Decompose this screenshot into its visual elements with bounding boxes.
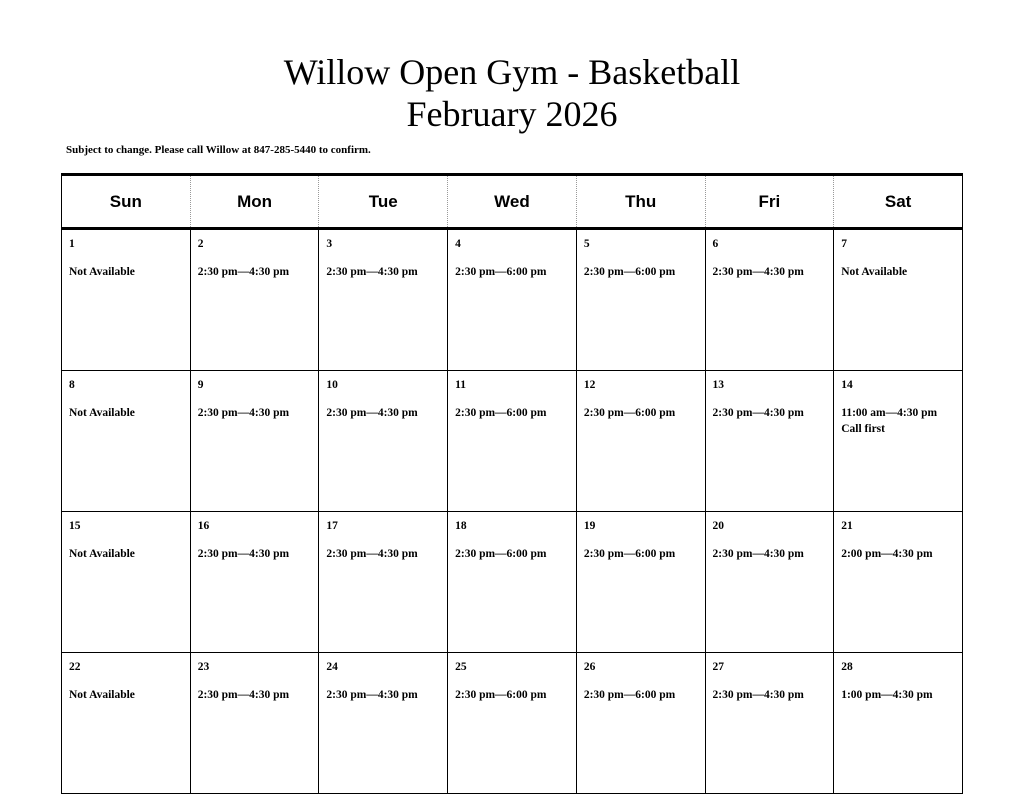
- calendar-day-cell: [190, 653, 319, 794]
- day-number: 7: [841, 238, 847, 250]
- day-number: 12: [583, 379, 596, 391]
- calendar-day-cell: [834, 229, 963, 371]
- day-hours: 2:30 pm—4:30 pm: [712, 407, 804, 419]
- day-hours: Not Available: [69, 266, 135, 278]
- day-hours: 2:30 pm—4:30 pm: [712, 548, 804, 560]
- calendar-day-cell: [576, 512, 705, 653]
- calendar-day-cell: [705, 512, 834, 653]
- day-number: 11: [455, 379, 466, 391]
- calendar-day-cell: [62, 512, 191, 653]
- weekday-header: Sat: [834, 175, 963, 229]
- day-number: 3: [326, 238, 333, 250]
- day-hours: 2:30 pm—4:30 pm: [197, 407, 290, 419]
- day-hours: 2:30 pm—6:00 pm: [583, 407, 676, 419]
- calendar-day-cell: [448, 229, 577, 371]
- day-hours: 2:30 pm—4:30 pm: [197, 689, 290, 701]
- notice-text: Subject to change. Please call Willow at 847-285-5440 to confirm.: [66, 144, 371, 156]
- day-number: 6: [712, 238, 719, 250]
- day-number: 13: [712, 379, 725, 391]
- day-number: 14: [841, 379, 853, 391]
- calendar-day-cell: [705, 229, 834, 371]
- day-hours: 1:00 pm—4:30 pm: [841, 689, 933, 701]
- day-number: 20: [712, 520, 725, 532]
- page-title: Willow Open Gym - Basketball: [283, 52, 741, 92]
- weekday-header: Mon: [190, 175, 319, 229]
- calendar-day-cell: [576, 371, 705, 512]
- calendar-day-cell: [705, 653, 834, 794]
- calendar-day-cell: [834, 512, 963, 653]
- day-hours: 2:30 pm—6:00 pm: [583, 266, 676, 278]
- calendar-day-cell: [448, 512, 577, 653]
- calendar-day-cell: [834, 653, 963, 794]
- day-number: 1: [69, 238, 75, 250]
- day-hours: 2:30 pm—4:30 pm: [197, 548, 290, 560]
- weekday-header: Tue: [319, 175, 448, 229]
- day-number: 18: [455, 520, 467, 532]
- day-hours: 2:30 pm—4:30 pm: [712, 266, 804, 278]
- calendar-week-row: [62, 371, 963, 512]
- day-hours: 11:00 am—4:30 pm: [841, 407, 938, 419]
- day-hours: 2:30 pm—6:00 pm: [455, 689, 547, 701]
- calendar-day-cell: [319, 371, 448, 512]
- calendar-day-cell: [319, 512, 448, 653]
- day-number: 27: [712, 661, 725, 673]
- day-hours: 2:30 pm—4:30 pm: [326, 689, 418, 701]
- calendar-day-cell: [448, 653, 577, 794]
- calendar-day-cell: [190, 229, 319, 371]
- day-hours: Not Available: [69, 407, 135, 419]
- day-hours: 2:30 pm—4:30 pm: [326, 548, 418, 560]
- day-number: 17: [326, 520, 338, 532]
- day-number: 21: [841, 520, 853, 532]
- day-hours: 2:30 pm—6:00 pm: [455, 266, 547, 278]
- calendar-day-cell: [448, 371, 577, 512]
- calendar-day-cell: [576, 229, 705, 371]
- day-number: 5: [583, 238, 590, 250]
- calendar-day-cell: [319, 229, 448, 371]
- calendar-week-row: [62, 512, 963, 653]
- day-number: 8: [69, 379, 75, 391]
- calendar-day-cell: [62, 371, 191, 512]
- calendar-day-cell: [576, 653, 705, 794]
- day-hours: 2:00 pm—4:30 pm: [841, 548, 933, 560]
- weekday-header-row: [62, 175, 963, 229]
- day-number: 15: [69, 520, 81, 532]
- day-hours: 2:30 pm—4:30 pm: [197, 266, 290, 278]
- day-hours: 2:30 pm—4:30 pm: [326, 407, 418, 419]
- calendar-day-cell: [834, 371, 963, 512]
- day-number: 25: [455, 661, 467, 673]
- day-hours: Not Available: [69, 548, 135, 560]
- day-number: 2: [197, 238, 204, 250]
- day-number: 16: [197, 520, 210, 532]
- day-hours: 2:30 pm—4:30 pm: [712, 689, 804, 701]
- day-hours: Not Available: [69, 689, 135, 701]
- day-note: Call first: [841, 423, 885, 436]
- day-number: 23: [197, 661, 210, 673]
- day-number: 28: [841, 661, 853, 673]
- day-hours: 2:30 pm—6:00 pm: [455, 407, 547, 419]
- weekday-header: Wed: [448, 175, 577, 229]
- calendar-grid: [61, 173, 963, 794]
- calendar-week-row: [62, 229, 963, 371]
- day-hours: 2:30 pm—6:00 pm: [583, 689, 676, 701]
- day-hours: 2:30 pm—4:30 pm: [326, 266, 418, 278]
- weekday-header: Thu: [576, 175, 705, 229]
- calendar-day-cell: [62, 229, 191, 371]
- calendar-day-cell: [705, 371, 834, 512]
- day-number: 22: [69, 661, 81, 673]
- calendar-body: [62, 229, 963, 794]
- day-hours: 2:30 pm—6:00 pm: [455, 548, 547, 560]
- day-number: 4: [455, 238, 461, 250]
- day-number: 9: [197, 379, 204, 391]
- calendar-day-cell: [319, 653, 448, 794]
- calendar-day-cell: [190, 512, 319, 653]
- day-number: 19: [583, 520, 596, 532]
- day-hours: Not Available: [841, 266, 908, 278]
- calendar-day-cell: [190, 371, 319, 512]
- day-number: 26: [583, 661, 596, 673]
- calendar-week-row: [62, 653, 963, 794]
- month-title: February 2026: [406, 94, 618, 134]
- weekday-header: Fri: [705, 175, 834, 229]
- weekday-header: Sun: [62, 175, 191, 229]
- day-hours: 2:30 pm—6:00 pm: [583, 548, 676, 560]
- day-number: 24: [326, 661, 338, 673]
- calendar-day-cell: [62, 653, 191, 794]
- day-number: 10: [326, 379, 338, 391]
